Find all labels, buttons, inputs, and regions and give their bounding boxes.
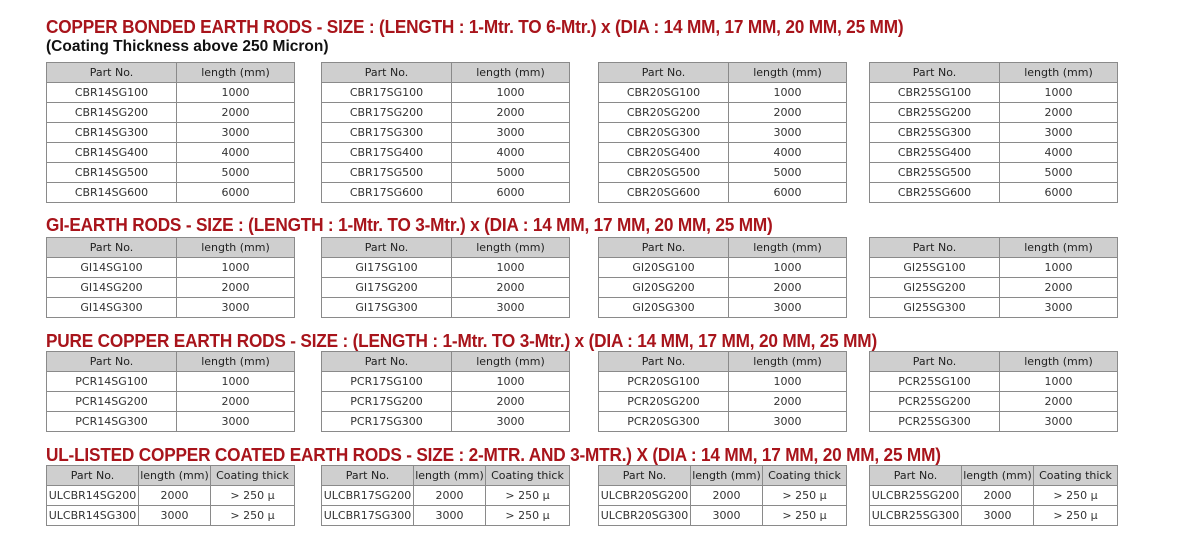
table-cell: ULCBR14SG300 (47, 506, 139, 526)
table-cell: PCR14SG100 (47, 372, 177, 392)
column-header: length (mm) (729, 352, 847, 372)
parts-table (598, 351, 847, 432)
table-row (47, 183, 295, 203)
table-header-row (599, 352, 847, 372)
table-cell: 4000 (1000, 143, 1118, 163)
table-row (870, 298, 1118, 318)
table-row (599, 103, 847, 123)
table-cell: CBR14SG300 (47, 123, 177, 143)
column-header: Part No. (47, 352, 177, 372)
table-cell: 1000 (452, 83, 570, 103)
column-header: length (mm) (452, 352, 570, 372)
column-header: Part No. (322, 352, 452, 372)
table-cell: PCR20SG200 (599, 392, 729, 412)
column-header: length (mm) (1000, 63, 1118, 83)
table-cell: 2000 (177, 278, 295, 298)
table-row (47, 258, 295, 278)
table-cell: CBR20SG300 (599, 123, 729, 143)
table-cell: 3000 (177, 412, 295, 432)
section-title-copper-bonded: COPPER BONDED EARTH RODS - SIZE : (LENGTH : 1-Mtr. TO 6-Mtr.) x (DIA : 14 MM, 17 MM, 20 MM, 25 MM) (46, 16, 904, 37)
table-cell: CBR14SG500 (47, 163, 177, 183)
parts-table (46, 351, 295, 432)
table-row (47, 83, 295, 103)
column-header: Part No. (870, 352, 1000, 372)
table-row (322, 83, 570, 103)
table-row (870, 183, 1118, 203)
table-cell: GI20SG300 (599, 298, 729, 318)
table-row (599, 412, 847, 432)
table-cell: CBR25SG500 (870, 163, 1000, 183)
table-cell: CBR20SG200 (599, 103, 729, 123)
table-cell: 3000 (691, 506, 763, 526)
table-cell: 6000 (1000, 183, 1118, 203)
column-header: length (mm) (1000, 238, 1118, 258)
table-cell: CBR25SG100 (870, 83, 1000, 103)
table-cell: GI14SG200 (47, 278, 177, 298)
table-cell: 2000 (177, 392, 295, 412)
table-cell: GI20SG200 (599, 278, 729, 298)
column-header: Part No. (870, 466, 962, 486)
table-cell: 2000 (452, 103, 570, 123)
table-cell: CBR14SG200 (47, 103, 177, 123)
table-row (870, 486, 1118, 506)
table-cell: 5000 (452, 163, 570, 183)
column-header: Part No. (322, 238, 452, 258)
table-row (599, 123, 847, 143)
table-cell: > 250 µ (211, 506, 295, 526)
table-row (599, 372, 847, 392)
column-header: Part No. (322, 63, 452, 83)
table-cell: 3000 (177, 298, 295, 318)
column-header: length (mm) (1000, 352, 1118, 372)
table-cell: GI17SG100 (322, 258, 452, 278)
table-row (599, 258, 847, 278)
table-cell: 3000 (1000, 298, 1118, 318)
table-row (322, 103, 570, 123)
table-cell: ULCBR17SG200 (322, 486, 414, 506)
table-cell: CBR17SG200 (322, 103, 452, 123)
table-row (322, 298, 570, 318)
table-cell: PCR25SG100 (870, 372, 1000, 392)
table-row (322, 412, 570, 432)
column-header: Part No. (870, 238, 1000, 258)
table-row (599, 486, 847, 506)
table-cell: 1000 (452, 258, 570, 278)
table-cell: PCR20SG100 (599, 372, 729, 392)
table-cell: 2000 (1000, 103, 1118, 123)
parts-table (321, 62, 570, 203)
table-cell: 1000 (729, 258, 847, 278)
table-cell: CBR25SG200 (870, 103, 1000, 123)
table-cell: PCR14SG200 (47, 392, 177, 412)
column-header: Part No. (599, 352, 729, 372)
table-header-row (47, 63, 295, 83)
table-cell: GI17SG200 (322, 278, 452, 298)
column-header: length (mm) (139, 466, 211, 486)
table-header-row (47, 352, 295, 372)
table-cell: PCR17SG200 (322, 392, 452, 412)
table-cell: ULCBR25SG300 (870, 506, 962, 526)
table-cell: 4000 (729, 143, 847, 163)
table-row (322, 392, 570, 412)
table-row (870, 412, 1118, 432)
table-row (47, 298, 295, 318)
table-row (47, 163, 295, 183)
table-cell: CBR25SG300 (870, 123, 1000, 143)
table-cell: 1000 (177, 258, 295, 278)
column-header: length (mm) (729, 63, 847, 83)
column-header: Part No. (599, 63, 729, 83)
column-header: length (mm) (177, 63, 295, 83)
table-header-row (322, 466, 570, 486)
table-row (599, 298, 847, 318)
table-cell: PCR20SG300 (599, 412, 729, 432)
column-header: Part No. (599, 466, 691, 486)
table-row (599, 83, 847, 103)
table-header-row (599, 466, 847, 486)
table-cell: 2000 (729, 392, 847, 412)
parts-table (869, 465, 1118, 526)
parts-table (46, 237, 295, 318)
column-header: Coating thick (211, 466, 295, 486)
table-header-row (322, 238, 570, 258)
table-row (870, 163, 1118, 183)
table-cell: PCR14SG300 (47, 412, 177, 432)
table-cell: GI20SG100 (599, 258, 729, 278)
parts-table (869, 62, 1118, 203)
column-header: length (mm) (452, 63, 570, 83)
table-row (322, 506, 570, 526)
parts-table (598, 237, 847, 318)
table-row (47, 278, 295, 298)
table-header-row (47, 238, 295, 258)
table-row (47, 372, 295, 392)
table-cell: 3000 (452, 123, 570, 143)
table-cell: CBR17SG500 (322, 163, 452, 183)
table-cell: 2000 (177, 103, 295, 123)
table-row (870, 372, 1118, 392)
table-cell: CBR17SG400 (322, 143, 452, 163)
table-cell: PCR17SG300 (322, 412, 452, 432)
column-header: Part No. (47, 466, 139, 486)
table-cell: CBR20SG600 (599, 183, 729, 203)
table-row (870, 278, 1118, 298)
table-cell: 3000 (139, 506, 211, 526)
table-cell: GI25SG100 (870, 258, 1000, 278)
table-cell: 3000 (729, 123, 847, 143)
table-row (322, 143, 570, 163)
table-row (322, 258, 570, 278)
table-row (870, 143, 1118, 163)
parts-table (46, 465, 295, 526)
table-cell: > 250 µ (486, 506, 570, 526)
table-cell: CBR25SG400 (870, 143, 1000, 163)
parts-table (321, 465, 570, 526)
table-cell: GI25SG200 (870, 278, 1000, 298)
table-cell: CBR17SG600 (322, 183, 452, 203)
table-cell: > 250 µ (1034, 486, 1118, 506)
table-cell: 3000 (177, 123, 295, 143)
table-cell: 3000 (452, 298, 570, 318)
table-row (599, 506, 847, 526)
table-cell: CBR14SG100 (47, 83, 177, 103)
table-row (322, 486, 570, 506)
table-row (47, 143, 295, 163)
table-cell: CBR17SG100 (322, 83, 452, 103)
table-cell: ULCBR25SG200 (870, 486, 962, 506)
column-header: length (mm) (177, 238, 295, 258)
column-header: length (mm) (962, 466, 1034, 486)
column-header: Part No. (322, 466, 414, 486)
table-cell: 2000 (729, 278, 847, 298)
table-header-row (322, 352, 570, 372)
table-cell: 6000 (452, 183, 570, 203)
table-cell: 3000 (962, 506, 1034, 526)
table-cell: 4000 (452, 143, 570, 163)
table-cell: 3000 (729, 412, 847, 432)
table-cell: CBR17SG300 (322, 123, 452, 143)
table-row (47, 103, 295, 123)
table-cell: PCR17SG100 (322, 372, 452, 392)
parts-table (598, 465, 847, 526)
table-cell: CBR20SG400 (599, 143, 729, 163)
table-row (322, 163, 570, 183)
column-header: Coating thick (1034, 466, 1118, 486)
table-row (47, 392, 295, 412)
column-header: Part No. (870, 63, 1000, 83)
table-cell: ULCBR17SG300 (322, 506, 414, 526)
table-row (322, 183, 570, 203)
column-header: Part No. (47, 238, 177, 258)
table-cell: ULCBR20SG300 (599, 506, 691, 526)
table-row (322, 278, 570, 298)
parts-table (869, 351, 1118, 432)
table-row (870, 103, 1118, 123)
table-header-row (870, 352, 1118, 372)
table-cell: 1000 (729, 372, 847, 392)
table-cell: 3000 (414, 506, 486, 526)
table-cell: 6000 (729, 183, 847, 203)
column-header: length (mm) (414, 466, 486, 486)
table-row (599, 278, 847, 298)
parts-table (46, 62, 295, 203)
table-cell: ULCBR14SG200 (47, 486, 139, 506)
table-cell: 2000 (1000, 392, 1118, 412)
column-header: Coating thick (763, 466, 847, 486)
table-row (47, 506, 295, 526)
table-cell: 1000 (1000, 372, 1118, 392)
table-row (599, 143, 847, 163)
parts-table (321, 237, 570, 318)
section-title-gi: GI-EARTH RODS - SIZE : (LENGTH : 1-Mtr. TO 3-Mtr.) x (DIA : 14 MM, 17 MM, 20 MM, 25 MM) (46, 214, 773, 235)
column-header: length (mm) (452, 238, 570, 258)
table-row (870, 258, 1118, 278)
table-cell: ULCBR20SG200 (599, 486, 691, 506)
table-cell: CBR20SG100 (599, 83, 729, 103)
table-cell: PCR25SG300 (870, 412, 1000, 432)
table-row (599, 163, 847, 183)
table-row (870, 123, 1118, 143)
table-cell: GI14SG300 (47, 298, 177, 318)
table-row (599, 183, 847, 203)
table-cell: 5000 (177, 163, 295, 183)
table-row (322, 123, 570, 143)
table-cell: 4000 (177, 143, 295, 163)
table-cell: CBR14SG400 (47, 143, 177, 163)
table-cell: 5000 (729, 163, 847, 183)
table-cell: 3000 (452, 412, 570, 432)
column-header: Coating thick (486, 466, 570, 486)
table-cell: 2000 (452, 278, 570, 298)
table-cell: CBR14SG600 (47, 183, 177, 203)
table-cell: 2000 (452, 392, 570, 412)
table-row (47, 412, 295, 432)
table-header-row (599, 63, 847, 83)
table-cell: 2000 (691, 486, 763, 506)
table-row (322, 372, 570, 392)
table-cell: CBR25SG600 (870, 183, 1000, 203)
table-header-row (870, 63, 1118, 83)
table-cell: > 250 µ (211, 486, 295, 506)
table-cell: 1000 (177, 372, 295, 392)
table-cell: > 250 µ (763, 506, 847, 526)
table-cell: > 250 µ (1034, 506, 1118, 526)
table-header-row (47, 466, 295, 486)
table-cell: GI14SG100 (47, 258, 177, 278)
column-header: length (mm) (691, 466, 763, 486)
table-cell: 2000 (962, 486, 1034, 506)
section-subtitle-coating: (Coating Thickness above 250 Micron) (46, 38, 329, 55)
table-cell: CBR20SG500 (599, 163, 729, 183)
table-cell: 1000 (1000, 258, 1118, 278)
table-row (599, 392, 847, 412)
table-row (870, 506, 1118, 526)
table-row (47, 486, 295, 506)
table-cell: 5000 (1000, 163, 1118, 183)
table-header-row (870, 238, 1118, 258)
table-cell: 6000 (177, 183, 295, 203)
table-cell: 1000 (729, 83, 847, 103)
section-title-pure-copper: PURE COPPER EARTH RODS - SIZE : (LENGTH : 1-Mtr. TO 3-Mtr.) x (DIA : 14 MM, 17 MM, 20 MM, 25 MM) (46, 330, 877, 351)
table-row (870, 83, 1118, 103)
table-header-row (599, 238, 847, 258)
table-cell: > 250 µ (763, 486, 847, 506)
table-header-row (322, 63, 570, 83)
parts-table (321, 351, 570, 432)
table-cell: 1000 (452, 372, 570, 392)
parts-table (598, 62, 847, 203)
column-header: Part No. (599, 238, 729, 258)
table-cell: 3000 (1000, 123, 1118, 143)
section-title-ul-listed: UL-LISTED COPPER COATED EARTH RODS - SIZE : 2-MTR. AND 3-MTR.) X (DIA : 14 MM, 17 MM, 20 MM, 25 MM) (46, 444, 941, 465)
table-cell: PCR25SG200 (870, 392, 1000, 412)
table-cell: 3000 (729, 298, 847, 318)
column-header: length (mm) (177, 352, 295, 372)
table-row (47, 123, 295, 143)
table-cell: 2000 (139, 486, 211, 506)
table-cell: > 250 µ (486, 486, 570, 506)
table-cell: 2000 (729, 103, 847, 123)
table-cell: 2000 (414, 486, 486, 506)
table-cell: GI17SG300 (322, 298, 452, 318)
table-header-row (870, 466, 1118, 486)
parts-table (869, 237, 1118, 318)
column-header: Part No. (47, 63, 177, 83)
table-cell: 3000 (1000, 412, 1118, 432)
column-header: length (mm) (729, 238, 847, 258)
table-cell: 1000 (177, 83, 295, 103)
table-cell: 1000 (1000, 83, 1118, 103)
table-row (870, 392, 1118, 412)
table-cell: GI25SG300 (870, 298, 1000, 318)
table-cell: 2000 (1000, 278, 1118, 298)
